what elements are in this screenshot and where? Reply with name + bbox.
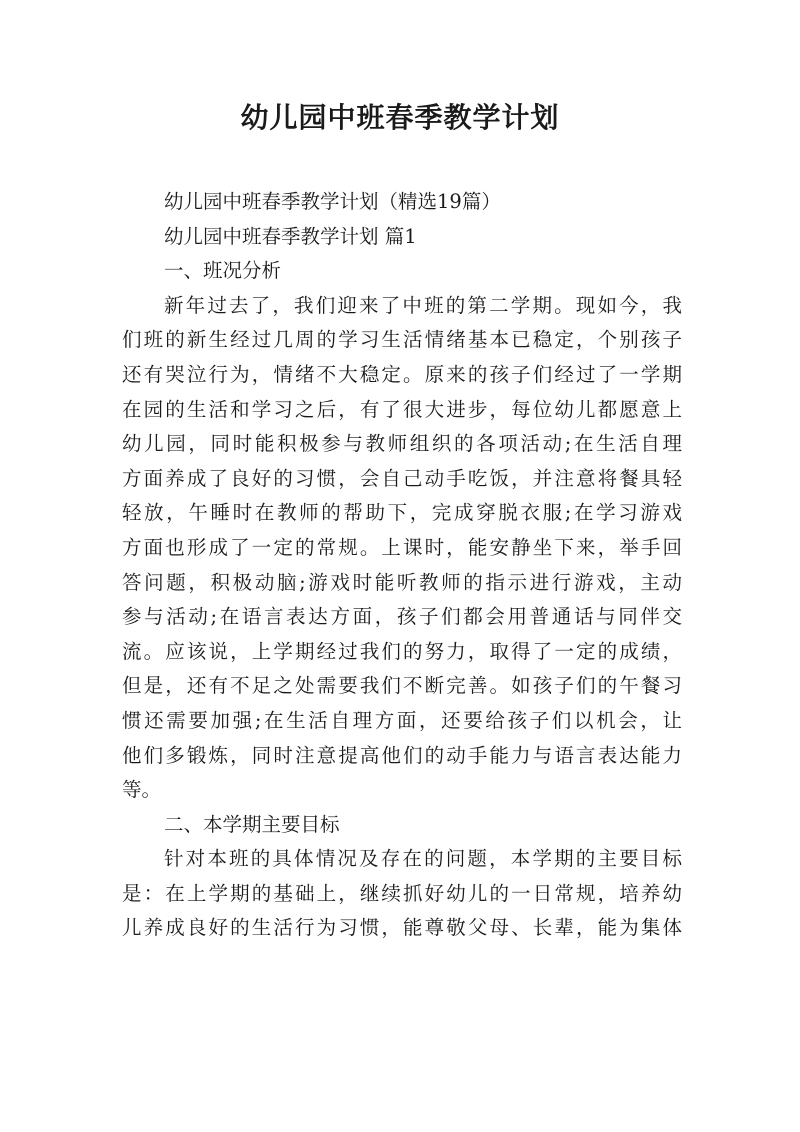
text-line: 们班的新生经过几周的学习生活情绪基本已稳定，个别孩子 [122, 328, 682, 352]
text-line: 在园的生活和学习之后，有了很大进步，每位幼儿都愿意上 [122, 397, 682, 421]
document-title: 幼儿园中班春季教学计划 [240, 101, 560, 134]
text-line: 幼儿园中班春季教学计划 篇1 [164, 224, 417, 248]
text-line: 流。应该说，上学期经过我们的努力，取得了一定的成绩， [122, 639, 682, 663]
text-line: 一、班况分析 [164, 259, 282, 283]
text-line: 参与活动;在语言表达方面，孩子们都会用普通话与同伴交 [122, 605, 682, 629]
text-line: 新年过去了，我们迎来了中班的第二学期。现如今，我 [164, 293, 682, 317]
text-line: 方面养成了良好的习惯，会自己动手吃饭，并注意将餐具轻 [122, 466, 682, 490]
text-line: 他们多锻炼，同时注意提高他们的动手能力与语言表达能力 [122, 743, 682, 767]
text-line: 答问题，积极动脑;游戏时能听教师的指示进行游戏，主动 [122, 570, 682, 594]
text-line: 惯还需要加强;在生活自理方面，还要给孩子们以机会，让 [122, 708, 682, 732]
text-line: 幼儿园，同时能积极参与教师组织的各项活动;在生活自理 [122, 432, 682, 456]
text-line: 二、本学期主要目标 [164, 812, 340, 836]
text-line: 等。 [122, 778, 162, 802]
text-line: 方面也形成了一定的常规。上课时，能安静坐下来，举手回 [122, 535, 682, 559]
text-line: 幼儿园中班春季教学计划（精选19篇） [164, 190, 501, 213]
text-line: 轻放，午睡时在教师的帮助下，完成穿脱衣服;在学习游戏 [122, 501, 682, 525]
document-body [122, 185, 682, 946]
text-line: 儿养成良好的生活行为习惯，能尊敬父母、长辈，能为集体 [122, 916, 682, 940]
text-line: 还有哭泣行为，情绪不大稳定。原来的孩子们经过了一学期 [122, 362, 682, 386]
text-line: 是：在上学期的基础上，继续抓好幼儿的一日常规，培养幼 [122, 881, 682, 905]
text-line: 针对本班的具体情况及存在的问题，本学期的主要目标 [164, 847, 682, 871]
text-line: 但是，还有不足之处需要我们不断完善。如孩子们的午餐习 [122, 674, 682, 698]
